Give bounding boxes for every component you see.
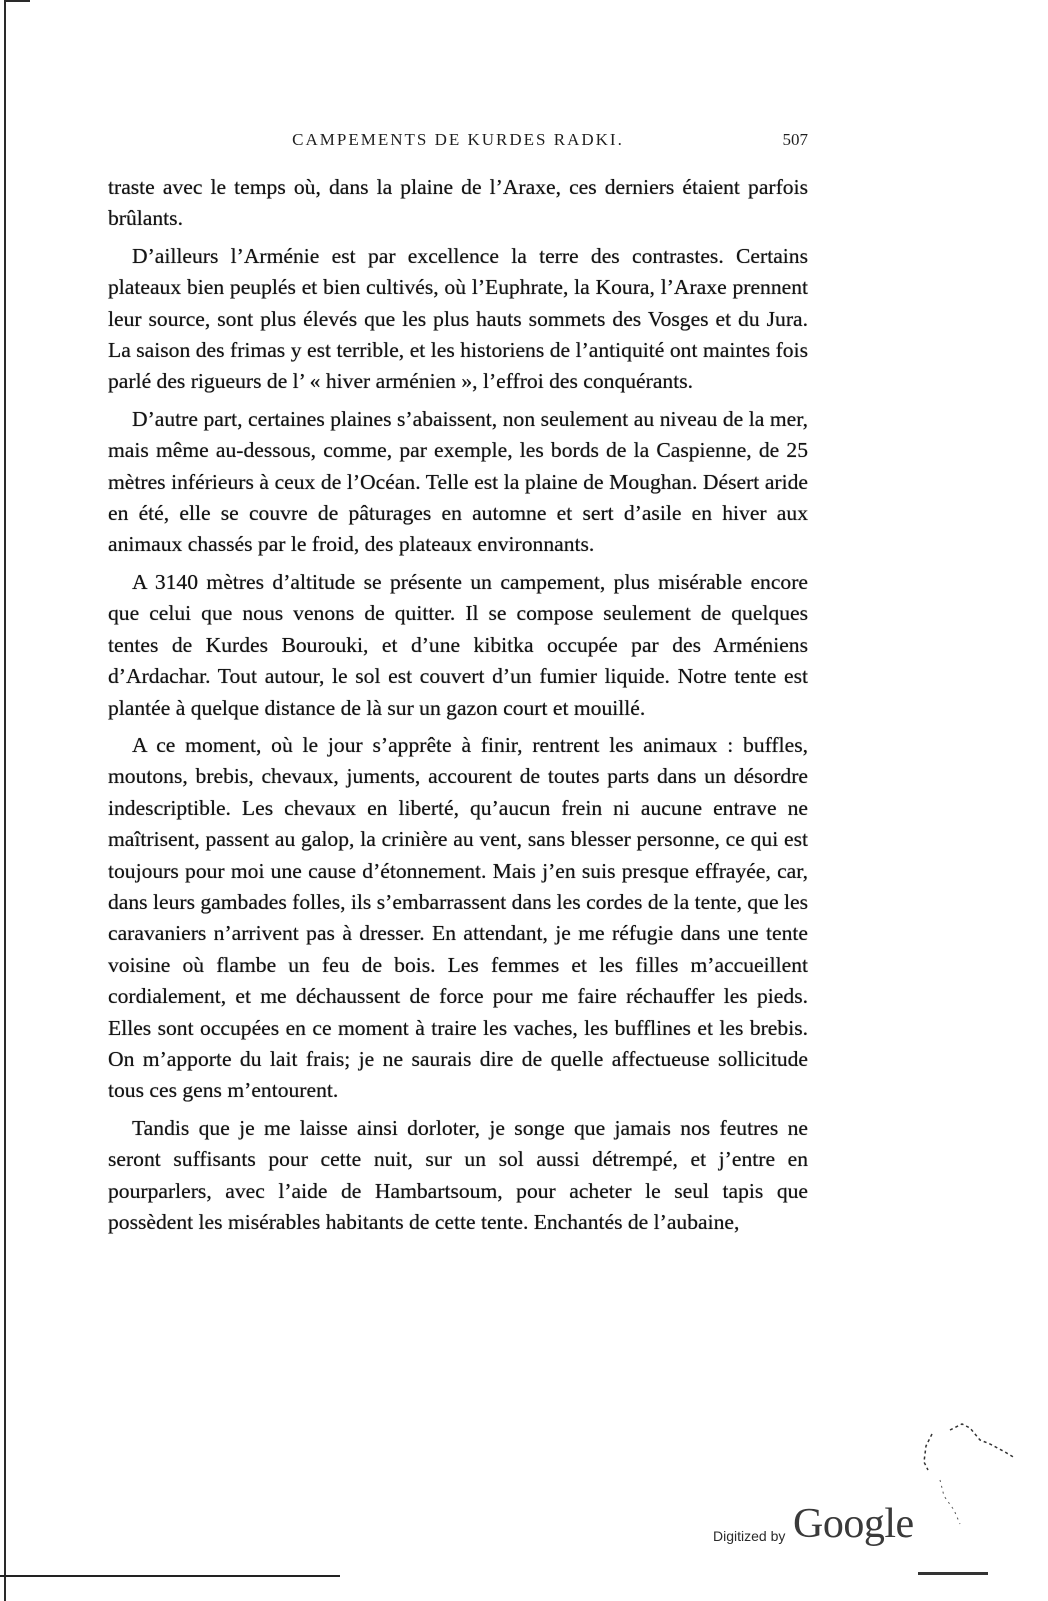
bottom-edge-line <box>0 1575 340 1577</box>
scan-artifact <box>910 1400 1030 1560</box>
digitized-watermark <box>713 1500 923 1560</box>
page-edge-line <box>4 0 6 1601</box>
paragraph: D’autre part, certaines plaines s’abaissent, non seulement au niveau de la mer, mais même au-dessous, comme, par exemple, les bords de la Caspienne, de 25 mètres inférieurs à ceux de l’Océan. Telle est la plaine de Moughan. Désert aride en été, elle se couvre de pâturages en automne et sert d’asile en hiver aux animaux chassés par le froid, des plateaux environnants. <box>108 406 808 557</box>
page-edge-corner <box>4 0 30 2</box>
paragraph: D’ailleurs l’Arménie est par excellence la terre des contrastes. Certains plateaux bien peuplés et bien cultivés, où l’Euphrate, la Koura, l’Araxe prennent leur source, sont plus élevés que les plus hauts sommets des Vosges et du Jura. La saison des frimas y est terrible, et les historiens de l’antiquité ont maintes fois parlé des rigueurs de l’ « hiver arménien », l’effroi des conquérants. <box>108 243 808 394</box>
body-text <box>108 172 808 1244</box>
paragraph: traste avec le temps où, dans la plaine de l’Araxe, ces derniers étaient parfois brûlants. <box>108 175 808 231</box>
watermark-prefix: Digitized by <box>713 1528 786 1544</box>
page-header <box>108 130 808 160</box>
paragraph: Tandis que je me laisse ainsi dorloter, je songe que jamais nos feutres ne seront suffisants pour cette nuit, sur un sol aussi détrempé, et j’entre en pourparlers, avec l’aide de Hambartsoum, pour acheter le seul tapis que possèdent les misérables habitants de cette tente. Enchantés de l’aubaine, <box>108 1115 808 1234</box>
bottom-edge-mark <box>918 1572 988 1575</box>
paragraph: A 3140 mètres d’altitude se présente un campement, plus misérable encore que celui que nous venons de quitter. Il se compose seulement de quelques tentes de Kurdes Bourouki, et d’une kibitka occupée par des Arméniens d’Ardachar. Tout autour, le sol est couvert d’un fumier liquide. Notre tente est plantée à quelque distance de là sur un gazon court et mouillé. <box>108 569 808 720</box>
paragraph: A ce moment, où le jour s’apprête à finir, rentrent les animaux : buffles, moutons, brebis, chevaux, juments, accourent de toutes parts dans un désordre indescriptible. Les chevaux en liberté, qu’aucun frein ni aucune entrave ne maîtrisent, passent au galop, la crinière au vent, sans blesser personne, ce qui est toujours pour moi une cause d’étonnement. Mais j’en suis presque effrayée, car, dans leurs gambades folles, ils s’embarrassent dans les cordes de la tente, que les caravaniers n’arrivent pas à dresser. En attendant, je me réfugie dans une tente voisine où flambe un feu de bois. Les femmes et les filles m’accueillent cordialement, et me déchaussent de force pour me faire réchauffer les pieds. Elles sont occupées en ce moment à traire les vaches, les bufflines et les brebis. On m’apporte du lait frais; je ne saurais dire de quelle affectueuse sollicitude tous ces gens m’entourent. <box>108 732 808 1103</box>
page-number: 507 <box>782 130 808 149</box>
running-head: CAMPEMENTS DE KURDES RADKI. <box>292 130 624 149</box>
google-logo: Google <box>793 1501 914 1547</box>
